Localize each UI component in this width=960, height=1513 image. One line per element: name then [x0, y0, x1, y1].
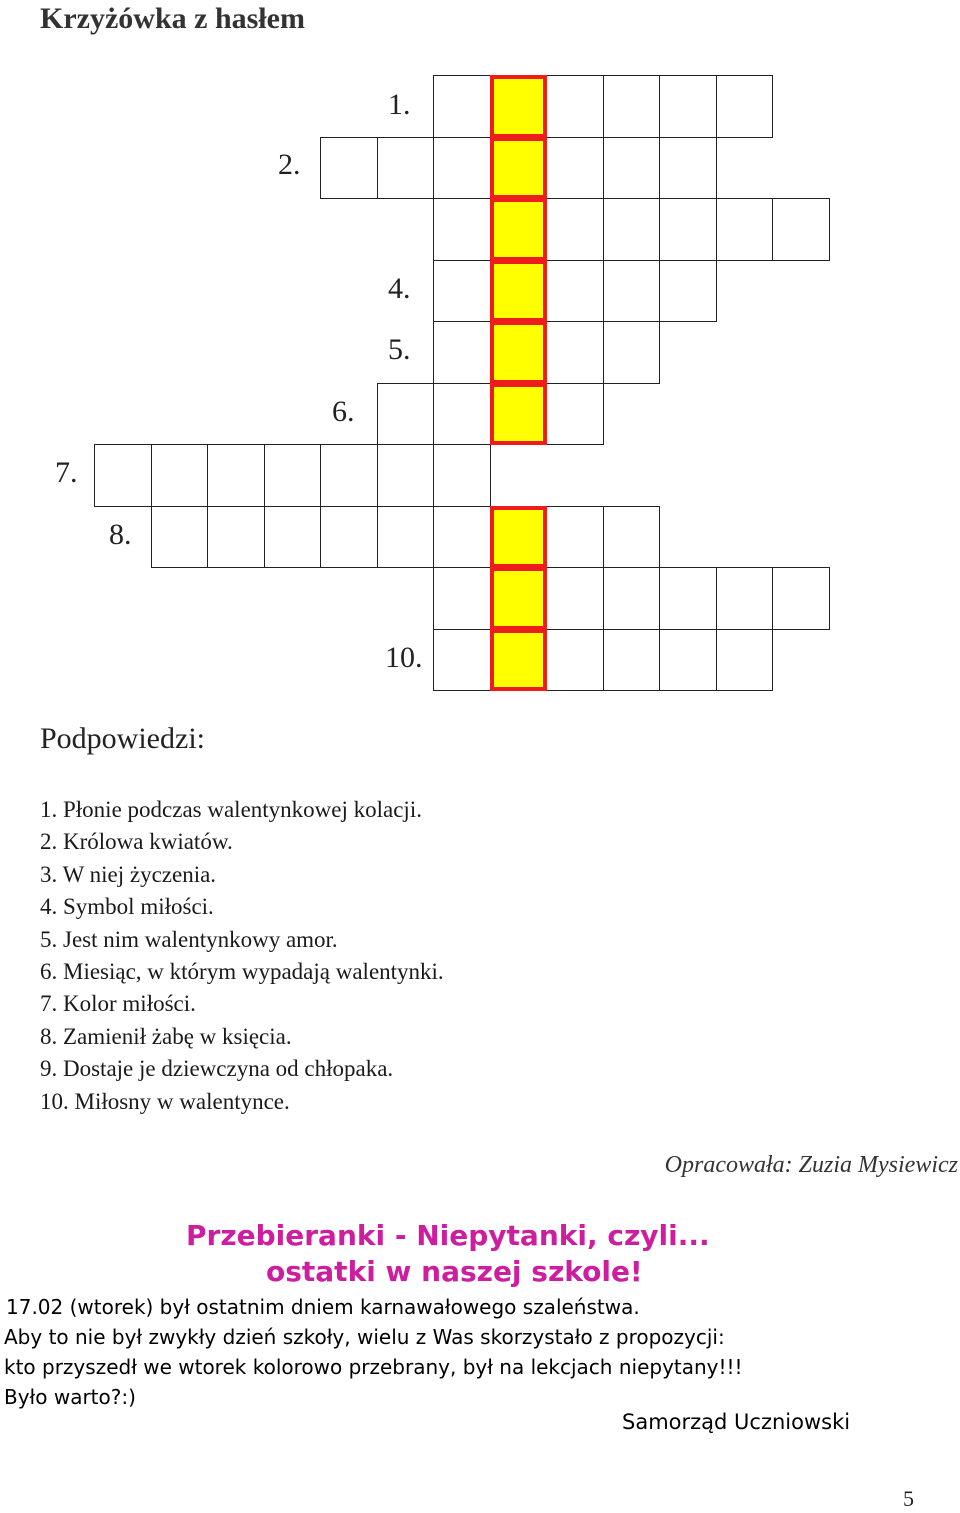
crossword-cell[interactable]	[207, 506, 265, 569]
crossword-cell[interactable]	[603, 629, 661, 692]
crossword-key-cell[interactable]	[490, 506, 548, 569]
crossword-cell[interactable]	[546, 260, 604, 323]
clue-number: 6.	[332, 395, 355, 428]
crossword-cell[interactable]	[546, 137, 604, 200]
crossword-cell[interactable]	[433, 567, 491, 630]
crossword-cell[interactable]	[433, 321, 491, 384]
crossword-key-cell[interactable]	[490, 567, 548, 630]
clue-number: 1.	[388, 88, 411, 121]
crossword-cell[interactable]	[546, 383, 604, 446]
crossword-grid	[0, 0, 960, 700]
crossword-key-cell[interactable]	[490, 75, 548, 138]
crossword-cell[interactable]	[716, 629, 774, 692]
clue-number: 4.	[388, 272, 411, 305]
hint-item: 10. Miłosny w walentynce.	[40, 1088, 290, 1114]
crossword-cell[interactable]	[207, 444, 265, 507]
hint-item: 7. Kolor miłości.	[40, 991, 196, 1017]
hint-item: 4. Symbol miłości.	[40, 894, 214, 920]
crossword-cell[interactable]	[603, 506, 661, 569]
clue-number: 10.	[385, 641, 423, 674]
crossword-cell[interactable]	[433, 629, 491, 692]
headline-line-1: Przebieranki - Niepytanki, czyli...	[186, 1219, 710, 1252]
crossword-key-cell[interactable]	[490, 629, 548, 692]
crossword-cell[interactable]	[433, 383, 491, 446]
crossword-cell[interactable]	[264, 444, 322, 507]
crossword-cell[interactable]	[377, 506, 435, 569]
hints-list	[40, 794, 444, 1118]
crossword-cell[interactable]	[659, 137, 717, 200]
hint-item: 1. Płonie podczas walentynkowej kolacji.	[40, 797, 422, 822]
crossword-cell[interactable]	[603, 198, 661, 261]
page-number: 5	[903, 1486, 914, 1511]
clue-number: 7.	[55, 456, 78, 489]
crossword-cell[interactable]	[151, 506, 209, 569]
crossword-cell[interactable]	[377, 137, 435, 200]
clue-number: 2.	[278, 148, 301, 181]
crossword-cell[interactable]	[546, 567, 604, 630]
crossword-cell[interactable]	[716, 567, 774, 630]
hints-title: Podpowiedzi:	[40, 722, 205, 755]
hint-item: 9. Dostaje je dziewczyna od chłopaka.	[40, 1056, 394, 1082]
crossword-cell[interactable]	[716, 75, 774, 138]
clue-number: 8.	[109, 518, 132, 551]
article-line: Było warto?:)	[4, 1385, 136, 1409]
crossword-cell[interactable]	[546, 75, 604, 138]
crossword-cell[interactable]	[320, 444, 378, 507]
crossword-cell[interactable]	[433, 137, 491, 200]
clue-number: 5.	[388, 333, 411, 366]
crossword-cell[interactable]	[603, 260, 661, 323]
article-line: Aby to nie był zwykły dzień szkoły, wielu z Was skorzystało z propozycji:	[4, 1325, 725, 1349]
crossword-cell[interactable]	[603, 137, 661, 200]
article-line: kto przyszedł we wtorek kolorowo przebrany, był na lekcjach niepytany!!!	[4, 1355, 743, 1379]
hint-item: 3. W niej życzenia.	[40, 861, 217, 887]
crossword-cell[interactable]	[433, 506, 491, 569]
crossword-cell[interactable]	[264, 506, 322, 569]
hint-item: 6. Miesiąc, w którym wypadają walentynki.	[40, 959, 444, 985]
crossword-cell[interactable]	[659, 567, 717, 630]
headline-line-2: ostatki w naszej szkole!	[266, 1255, 643, 1288]
crossword-key-cell[interactable]	[490, 198, 548, 261]
article-body	[4, 1292, 743, 1412]
crossword-cell[interactable]	[772, 198, 830, 261]
crossword-cell[interactable]	[546, 506, 604, 569]
crossword-cell[interactable]	[603, 321, 661, 384]
hint-item: 5. Jest nim walentynkowy amor.	[40, 926, 338, 952]
crossword-cell[interactable]	[320, 506, 378, 569]
article-signature: Samorząd Uczniowski	[622, 1410, 851, 1434]
crossword-cell[interactable]	[603, 75, 661, 138]
crossword-key-cell[interactable]	[490, 383, 548, 446]
crossword-cell[interactable]	[433, 75, 491, 138]
crossword-cell[interactable]	[659, 260, 717, 323]
crossword-cell[interactable]	[151, 444, 209, 507]
crossword-cell[interactable]	[546, 198, 604, 261]
crossword-title: Krzyżówka z hasłem	[40, 2, 305, 35]
author-credit: Opracowała: Zuzia Mysiewicz	[664, 1152, 958, 1178]
crossword-cell[interactable]	[659, 629, 717, 692]
article-line: 17.02 (wtorek) był ostatnim dniem karnawałowego szaleństwa.	[6, 1295, 640, 1319]
crossword-cell[interactable]	[546, 321, 604, 384]
crossword-cell[interactable]	[433, 198, 491, 261]
crossword-key-cell[interactable]	[490, 321, 548, 384]
hint-item: 2. Królowa kwiatów.	[40, 829, 233, 855]
crossword-cell[interactable]	[716, 198, 774, 261]
crossword-cell[interactable]	[433, 260, 491, 323]
crossword-cell[interactable]	[659, 198, 717, 261]
crossword-cell[interactable]	[377, 383, 435, 446]
crossword-cell[interactable]	[659, 75, 717, 138]
crossword-cell[interactable]	[546, 629, 604, 692]
crossword-key-cell[interactable]	[490, 260, 548, 323]
crossword-key-cell[interactable]	[490, 137, 548, 200]
crossword-cell[interactable]	[772, 567, 830, 630]
crossword-cell[interactable]	[320, 137, 378, 200]
crossword-cell[interactable]	[94, 444, 152, 507]
crossword-cell[interactable]	[603, 567, 661, 630]
crossword-cell[interactable]	[377, 444, 435, 507]
crossword-cell[interactable]	[433, 444, 491, 507]
hint-item: 8. Zamienił żabę w księcia.	[40, 1023, 292, 1049]
